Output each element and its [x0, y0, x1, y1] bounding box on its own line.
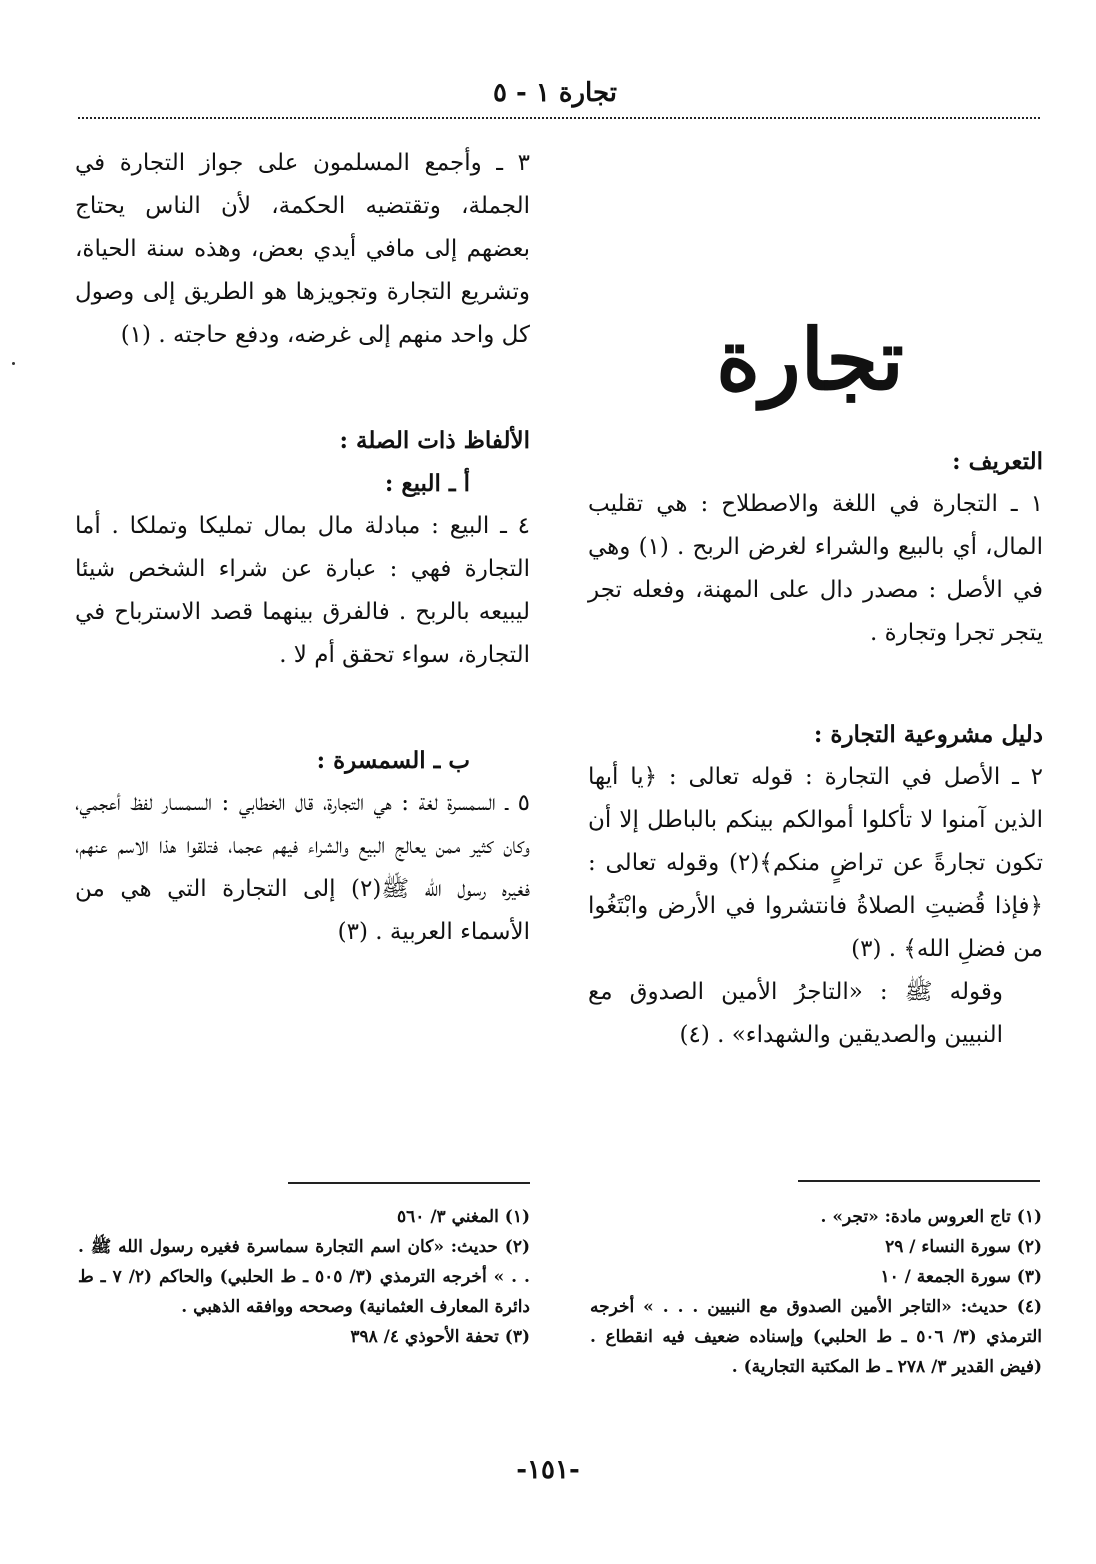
left-column [75, 142, 530, 954]
running-header: تجارة ١ - ٥ [492, 78, 617, 108]
footnote-rule-left [288, 1182, 530, 1184]
footnote-item: (١) تاج العروس مادة: «تجر» . [820, 1207, 1042, 1227]
page-number: -١٥١- [516, 1455, 580, 1485]
brokerage-paragraph: ٥ ـ السمسرة لغة : هي التجارة، قال الخطابي : السمسار لفظ أعجمي، وكان كثير ممن يعالج البيع والشراء فيهم عجما، فتلقوا هذا الاسم عنهم، فغيره رسول الله ﷺ(٢) إلى التجارة التي هي من الأسماء العربية . (٣) [75, 790, 530, 945]
definition-heading: التعريف : [952, 448, 1043, 475]
subheading-brokerage: ب ـ السمسرة : [316, 747, 470, 774]
header-dotted-rule [78, 117, 1040, 119]
page-title: تجارة [716, 310, 904, 409]
footnotes-left [78, 1202, 530, 1352]
footnote-item: (١) المغني ٣/ ٥٦٠ [397, 1207, 530, 1227]
consensus-paragraph: ٣ ـ وأجمع المسلمون على جواز التجارة في الجملة، وتقتضيه الحكمة، لأن الناس يحتاج بعضهم إلى مافي أيدي بعض، وهذه سنة الحياة، وتشريع التجارة وتجويزها هو الطريق إلى وصول كل واحد منهم إلى غرضه، ودفع حاجته . (١) [75, 150, 530, 348]
definition-paragraph: ١ ـ التجارة في اللغة والاصطلاح : هي تقليب المال، أي بالبيع والشراء لغرض الربح . (١) وهي في الأصل : مصدر دال على المهنة، وفعله تجر يتجر تجرا وتجارة . [588, 491, 1043, 646]
footnote-item: (٢) حديث: «كان اسم التجارة سماسرة فغيره رسول الله ﷺ . . . » أخرجه الترمذي (٣/ ٥٠٥ ـ ط الحلبي) والحاكم (٢/ ٧ ـ ط دائرة المعارف العثمانية) وصححه ووافقه الذهبي . [78, 1237, 530, 1317]
footnote-rule-right [798, 1180, 1040, 1182]
footnote-item: (٤) حديث: «التاجر الأمين الصدوق مع النبيين . . . » أخرجه الترمذي (٣/ ٥٠٦ ـ ط الحلبي) وإسناده ضعيف فيه انقطاع . (فيض القدير ٣/ ٢٧٨ ـ ط المكتبة التجارية) . [590, 1297, 1042, 1377]
footnote-item: (٢) سورة النساء / ٢٩ [885, 1237, 1042, 1257]
sale-paragraph: ٤ ـ البيع : مبادلة مال بمال تمليكا وتملكا . أما التجارة فهي : عبارة عن شراء الشخص شيئا ليبيعه بالربح . فالفرق بينهما قصد الاسترباح في التجارة، سواء تحقق أم لا . [75, 513, 530, 668]
related-terms-heading: الألفاظ ذات الصلة : [339, 427, 530, 454]
footnotes-right [590, 1202, 1042, 1382]
hadith-paragraph: وقوله ﷺ : «التاجرُ الأمين الصدوق مع النبيين والصديقين والشهداء» . (٤) [588, 979, 1003, 1048]
margin-dot [12, 362, 15, 365]
subheading-sale: أ ـ البيع : [384, 470, 470, 497]
legitimacy-paragraph: ٢ ـ الأصل في التجارة : قوله تعالى : ﴿يا أيها الذين آمنوا لا تأكلوا أموالكم بينكم بالباطل إلا أن تكون تجارةً عن تراضٍ منكم﴾(٢) وقوله تعالى : ﴿فإذا قُضيتِ الصلاةُ فانتشروا في الأرض وابْتَغُوا من فضلِ الله﴾ . (٣) [588, 764, 1043, 962]
footnote-item: (٣) سورة الجمعة / ١٠ [880, 1267, 1042, 1287]
footnote-item: (٣) تحفة الأحوذي ٤/ ٣٩٨ [350, 1327, 530, 1347]
legitimacy-heading: دليل مشروعية التجارة : [813, 721, 1043, 748]
right-column [588, 440, 1043, 1057]
